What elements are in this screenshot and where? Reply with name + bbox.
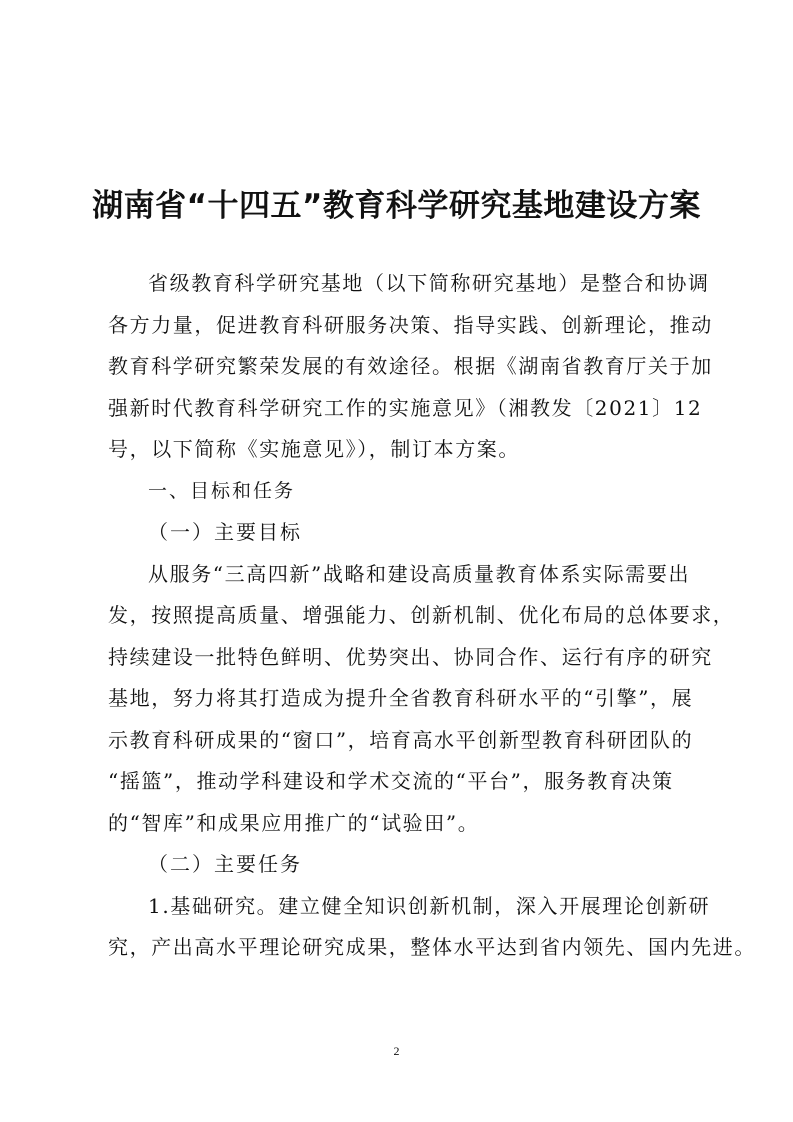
intro-line: 各方力量，促进教育科研服务决策、指导实践、创新理论，推动 <box>108 313 713 337</box>
document-title: 湖南省“十四五”教育科学研究基地建设方案 <box>92 188 701 224</box>
goals-line: 示教育科研成果的“窗口”，培育高水平创新型教育科研团队的 <box>108 728 694 752</box>
goals-line: 从服务“三高四新”战略和建设高质量教育体系实际需要出 <box>148 562 691 586</box>
tasks-line: 1.基础研究。建立健全知识创新机制，深入开展理论创新研 <box>148 894 711 918</box>
section-heading: 一、目标和任务 <box>148 480 296 502</box>
tasks-line: 究，产出高水平理论研究成果，整体水平达到省内领先、国内先进。 <box>108 935 756 959</box>
goals-line: 的“智库”和成果应用推广的“试验田”。 <box>108 811 480 835</box>
intro-line: 省级教育科学研究基地（以下简称研究基地）是整合和协调 <box>148 271 710 295</box>
goals-line: 基地，努力将其打造成为提升全省教育科研水平的“引擎”，展 <box>108 686 694 710</box>
goals-line: 持续建设一批特色鲜明、优势突出、协同合作、运行有序的研究 <box>108 645 713 669</box>
intro-line: 号，以下简称《实施意见》），制订本方案。 <box>108 437 520 461</box>
subsection-heading: （一）主要目标 <box>148 520 302 544</box>
subsection-heading: （二）主要任务 <box>148 852 302 876</box>
page-number: 2 <box>393 1044 400 1058</box>
intro-line: 强新时代教育科学研究工作的实施意见》（湘教发〔2021〕12 <box>108 396 703 420</box>
goals-line: 发，按照提高质量、增强能力、创新机制、优化布局的总体要求， <box>108 603 735 627</box>
intro-line: 教育科学研究繁荣发展的有效途径。根据《湖南省教育厅关于加 <box>108 354 713 378</box>
goals-line: “摇篮”，推动学科建设和学术交流的“平台”，服务教育决策 <box>108 769 674 793</box>
